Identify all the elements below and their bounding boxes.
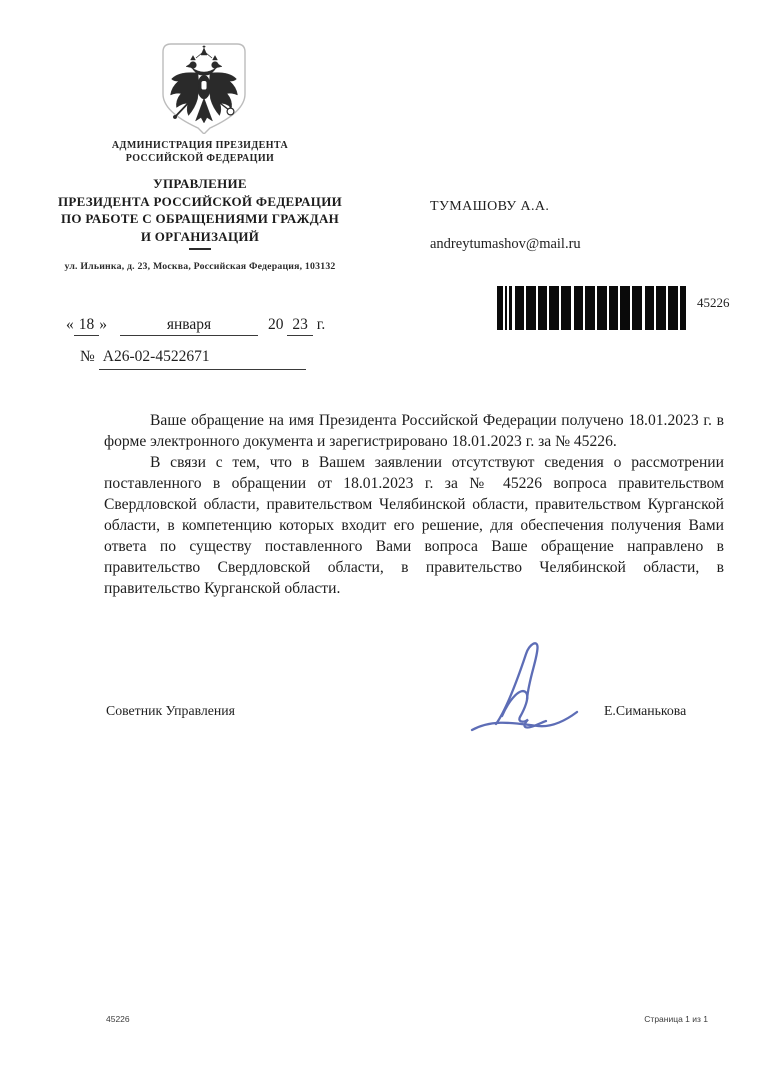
barcode-bar: [549, 286, 559, 330]
addressee-name: ТУМАШОВУ А.А.: [430, 199, 550, 214]
org-name-line1: АДМИНИСТРАЦИЯ ПРЕЗИДЕНТА: [111, 140, 289, 151]
date-day: 18: [74, 316, 100, 336]
barcode-bar: [538, 286, 547, 330]
org-name-line2: РОССИЙСКОЙ ФЕДЕРАЦИИ: [125, 153, 275, 164]
date-month: января: [120, 316, 258, 336]
footer-registration-number: 45226: [106, 1014, 130, 1024]
barcode-bar: [574, 286, 583, 330]
barcode-bar: [632, 286, 642, 330]
date-open-quote: «: [66, 316, 74, 333]
barcode-bar: [597, 286, 607, 330]
barcode-bar: [561, 286, 571, 330]
department-name-line3: ПО РАБОТЕ С ОБРАЩЕНИЯМИ ГРАЖДАН: [60, 211, 340, 226]
barcode-number: 45226: [697, 295, 730, 310]
department-name-line2: ПРЕЗИДЕНТА РОССИЙСКОЙ ФЕДЕРАЦИИ: [57, 193, 343, 209]
barcode-bar: [680, 286, 686, 330]
body-paragraph-2: В связи с тем, что в Вашем заявлении отсутствуют сведения о рассмотрении поставленного в обращении от 18.01.2023 г. за № 45226 вопроса правительством Свердловской области, правительством Челябинской области, правительством Курганской области, в компетенцию которых входит его решение, для обеспечения получения Вами ответа по существу поставленного Вами вопроса Ваше обращение направлено в правительство Свердловской области, в правительство Челябинской области, в правительство Курганской области.: [104, 454, 724, 597]
barcode-bar: [620, 286, 630, 330]
signer-position: Советник Управления: [106, 703, 236, 718]
barcode-bar: [609, 286, 618, 330]
letter-body: [104, 410, 724, 599]
date-year-suffix: 23: [287, 316, 313, 336]
doc-number: А26-02-4522671: [99, 348, 306, 370]
footer-page-indicator: Страница 1 из 1: [644, 1014, 708, 1024]
barcode-bar: [668, 286, 678, 330]
barcode-bar: [505, 286, 507, 330]
org-address: ул. Ильинка, д. 23, Москва, Российская Федерация, 103132: [64, 261, 336, 272]
barcode-bar: [509, 286, 512, 330]
barcode-bar: [497, 286, 503, 330]
org-name: [30, 139, 370, 165]
barcode-bar: [645, 286, 654, 330]
registration-barcode: [497, 286, 686, 330]
barcode-bar: [515, 286, 524, 330]
department-name-line4: И ОРГАНИЗАЦИЙ: [140, 228, 260, 244]
russian-coat-of-arms-icon: [160, 42, 248, 134]
department-name-line1: УПРАВЛЕНИЕ: [153, 176, 247, 191]
department-name: [20, 175, 380, 245]
doc-number-line: [80, 348, 306, 370]
addressee-email: andreytumashov@mail.ru: [430, 236, 581, 252]
barcode-bar: [526, 286, 536, 330]
signer-name: Е.Симанькова: [604, 703, 687, 718]
date-close-quote: »: [99, 316, 107, 333]
letterhead-divider: [189, 248, 211, 250]
doc-number-label: №: [80, 348, 95, 365]
date-line: [66, 316, 325, 336]
date-year-label: г.: [316, 316, 326, 333]
body-paragraph-1: Ваше обращение на имя Президента Российской Федерации получено 18.01.2023 г. в форме электронного документа и зарегистрировано 18.01.2023 г. за № 45226.: [104, 412, 724, 450]
barcode-bar: [585, 286, 595, 330]
barcode-bar: [656, 286, 666, 330]
handwritten-signature: [466, 626, 584, 734]
date-year-prefix: 20: [268, 316, 284, 333]
